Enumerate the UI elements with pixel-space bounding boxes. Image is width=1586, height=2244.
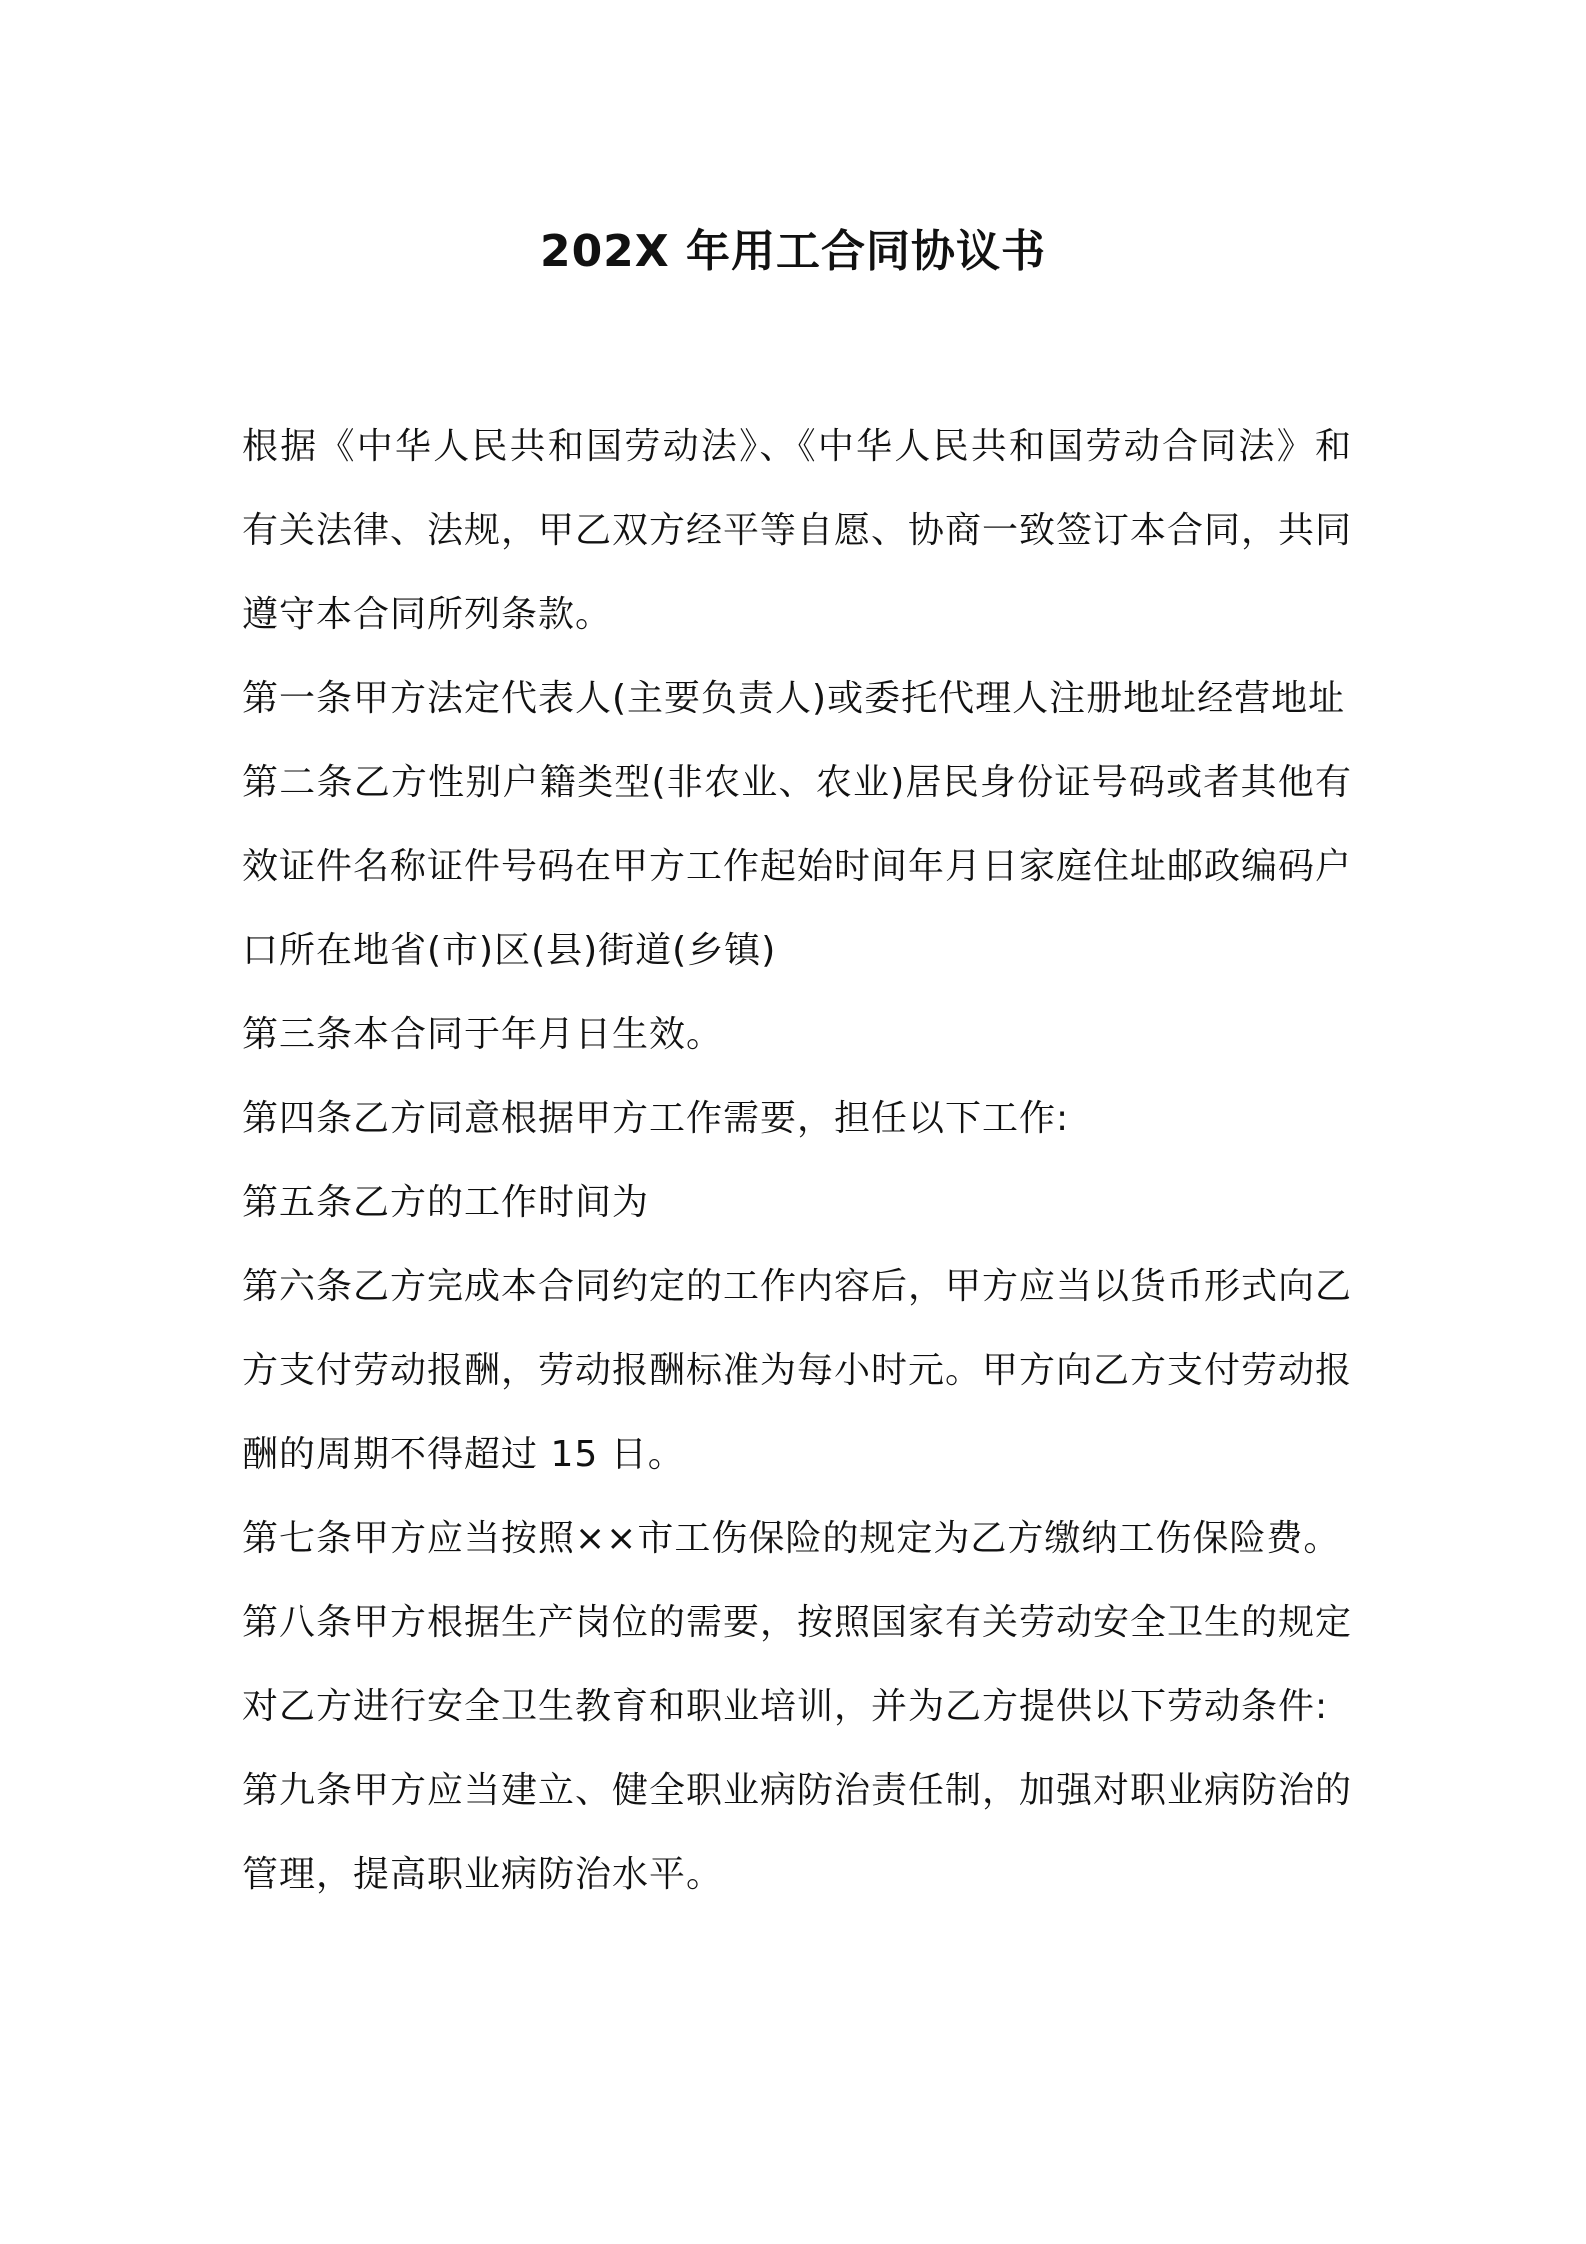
paragraph-article-9: 第九条甲方应当建立、健全职业病防治责任制，加强对职业病防治的管理，提高职业病防治水平。: [242, 1770, 1353, 1895]
paragraph-article-8: 第八条甲方根据生产岗位的需要，按照国家有关劳动安全卫生的规定对乙方进行安全卫生教育和职业培训，并为乙方提供以下劳动条件:: [242, 1602, 1353, 1727]
paragraph-article-2: 第二条乙方性别户籍类型(非农业、农业)居民身份证号码或者其他有效证件名称证件号码在甲方工作起始时间年月日家庭住址邮政编码户口所在地省(市)区(县)街道(乡镇): [242, 762, 1353, 971]
paragraph-article-4: 第四条乙方同意根据甲方工作需要，担任以下工作:: [242, 1098, 1070, 1139]
paragraph-article-1: 第一条甲方法定代表人(主要负责人)或委托代理人注册地址经营地址: [242, 678, 1346, 719]
paragraph-article-3: 第三条本合同于年月日生效。: [242, 1014, 724, 1055]
paragraph-article-6: 第六条乙方完成本合同约定的工作内容后，甲方应当以货币形式向乙方支付劳动报酬，劳动报酬标准为每小时元。甲方向乙方支付劳动报酬的周期不得超过 15 日。: [242, 1266, 1353, 1475]
paragraph-article-5: 第五条乙方的工作时间为: [242, 1182, 650, 1223]
document-body: [242, 405, 1352, 1917]
document-title: 202X 年用工合同协议书: [539, 226, 1047, 277]
paragraph-article-7: 第七条甲方应当按照××市工伤保险的规定为乙方缴纳工伤保险费。: [242, 1518, 1341, 1559]
paragraph-preamble: 根据《中华人民共和国劳动法》、《中华人民共和国劳动合同法》和有关法律、法规，甲乙双方经平等自愿、协商一致签订本合同，共同遵守本合同所列条款。: [242, 426, 1353, 635]
